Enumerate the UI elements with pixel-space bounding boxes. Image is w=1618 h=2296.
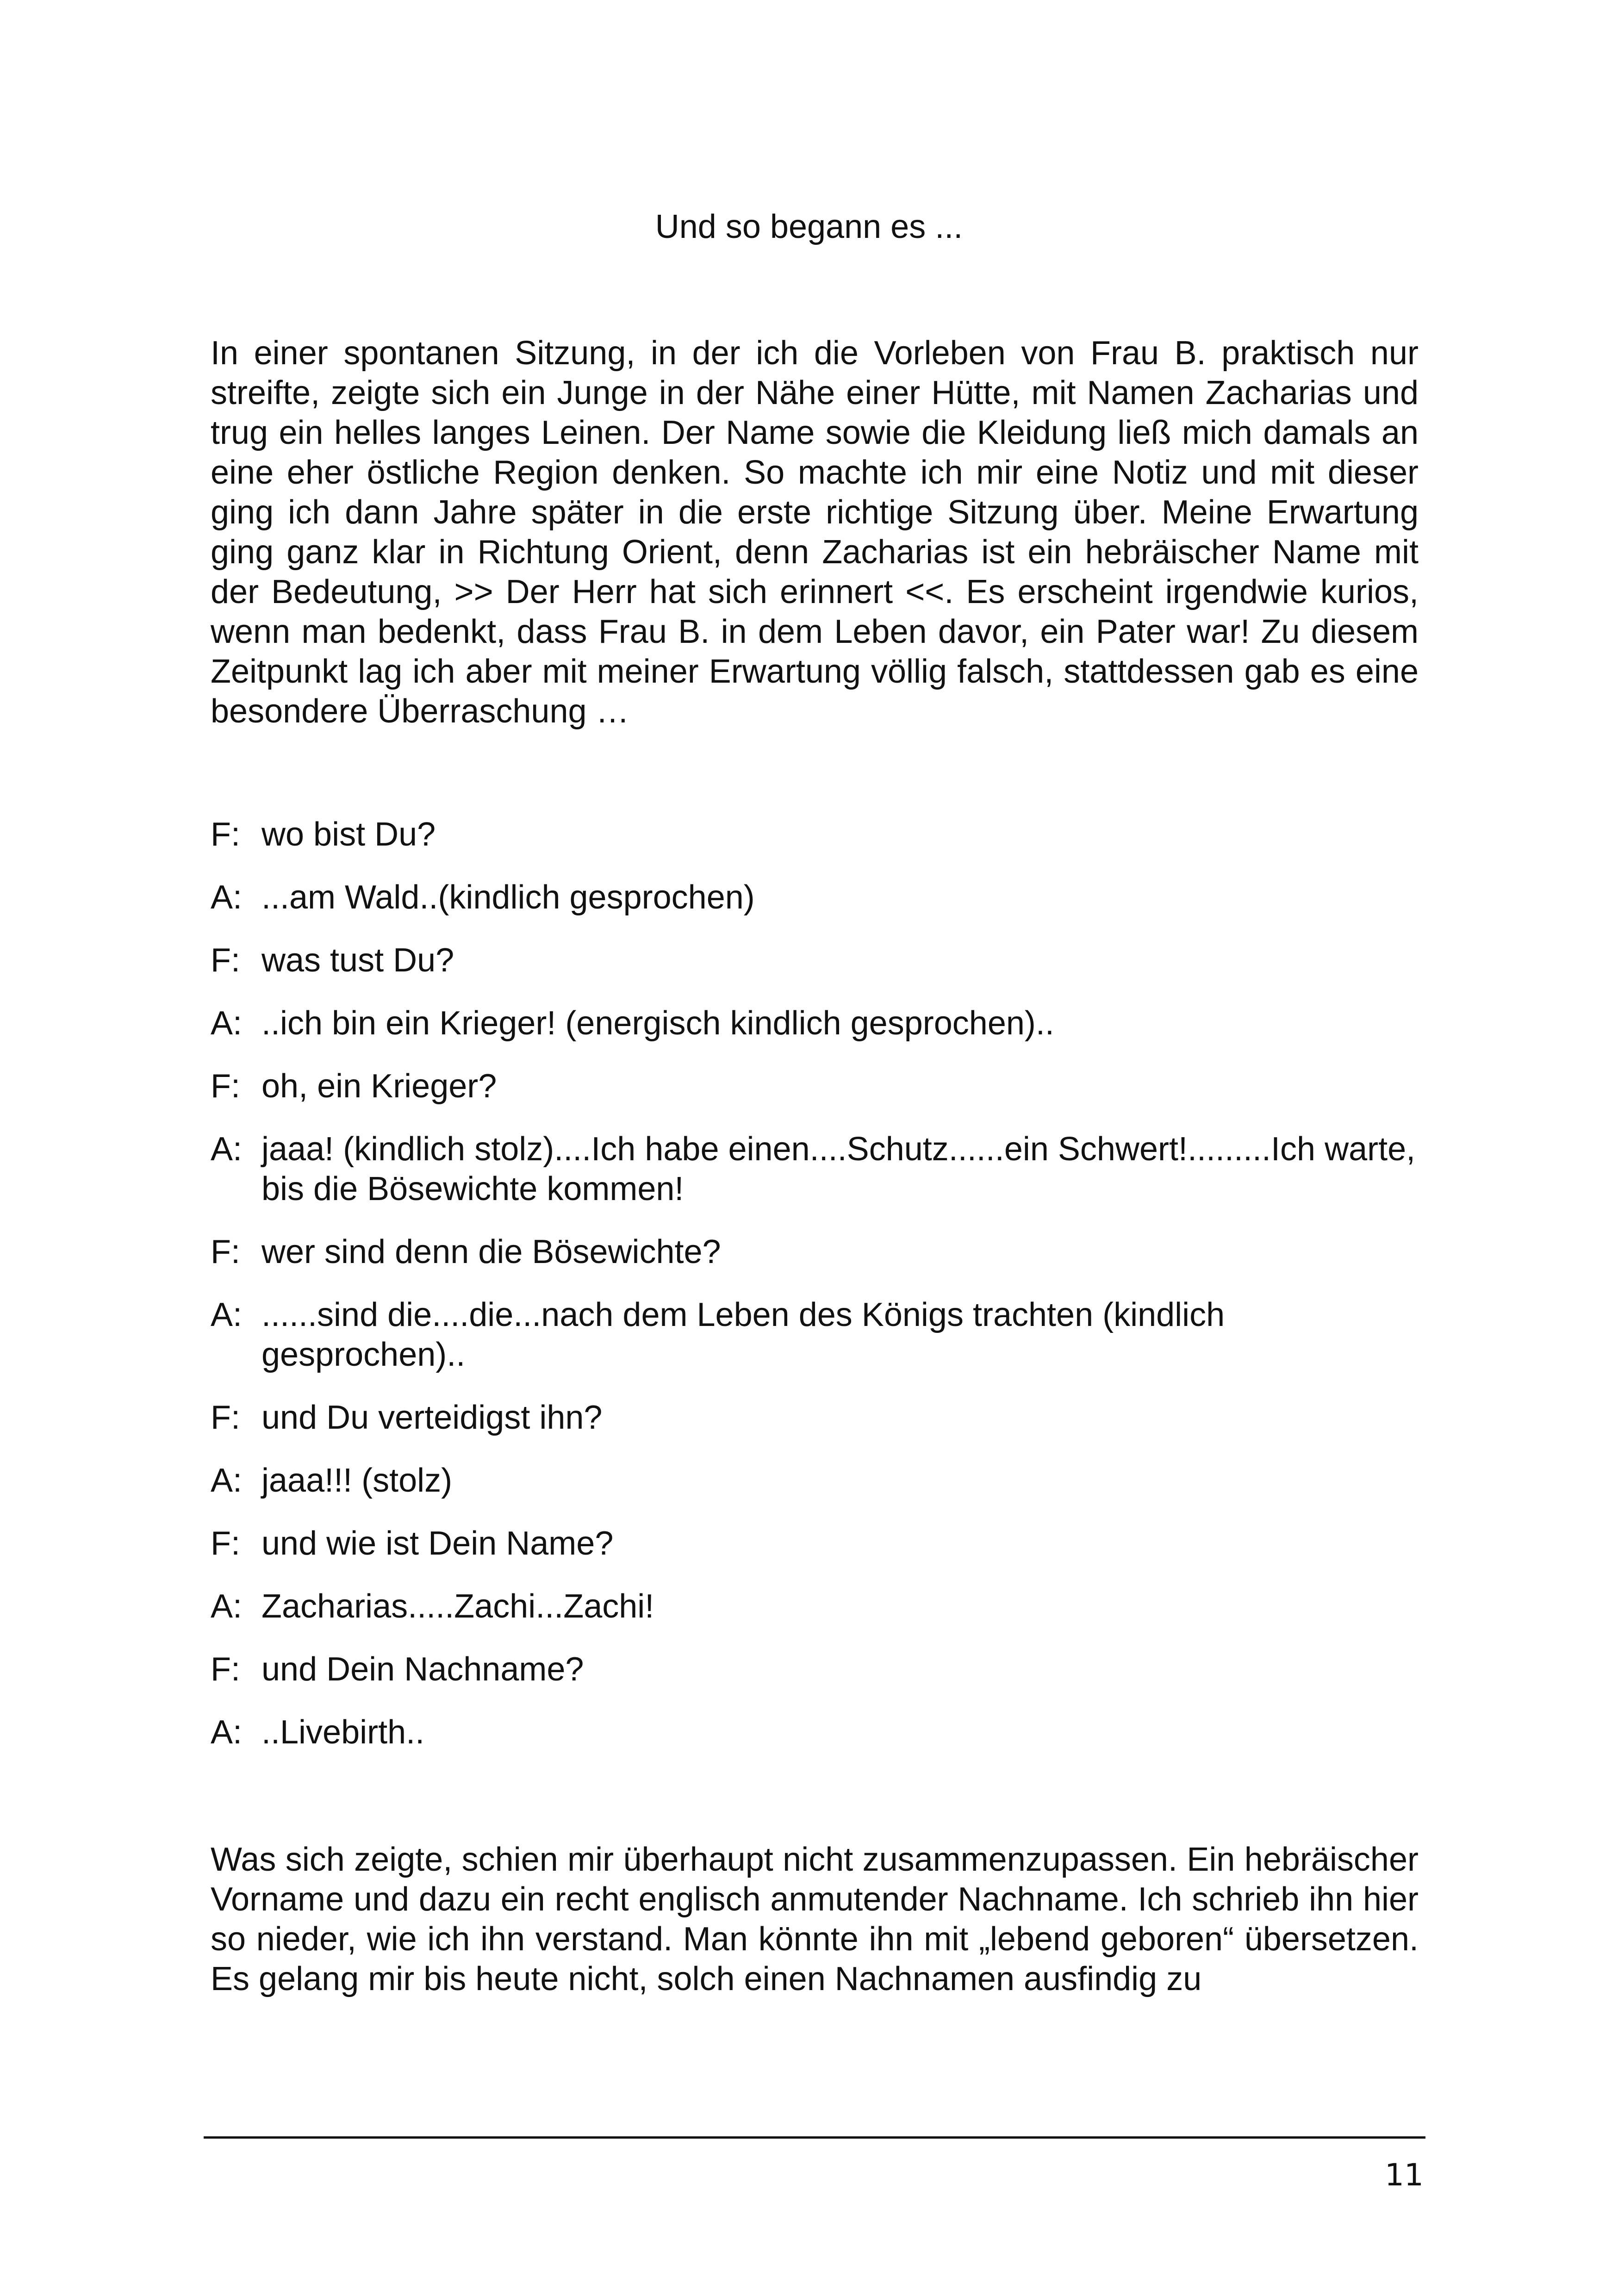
dialog-speaker: A: [211, 1005, 243, 1042]
dialog-speaker: F: [211, 1068, 240, 1105]
dialog-text: ..ich bin ein Krieger! (energisch kindlich gesprochen).. [261, 1005, 1054, 1042]
dialog-text: und wie ist Dein Name? [261, 1525, 614, 1562]
dialog-speaker: F: [211, 1399, 240, 1436]
dialog-line [211, 1295, 1419, 1375]
dialog-text: was tust Du? [261, 942, 454, 979]
dialog-text: ......sind die....die...nach dem Leben des Königs trachten (kindlich gesprochen).. [261, 1296, 1225, 1373]
dialog-speaker: F: [211, 1233, 240, 1270]
dialog-text: und Du verteidigst ihn? [261, 1399, 603, 1436]
dialog-text: und Dein Nachname? [261, 1651, 584, 1688]
dialog-speaker: A: [211, 1714, 243, 1751]
dialog-speaker: F: [211, 942, 240, 979]
dialog-line [211, 1398, 1419, 1437]
dialog-speaker: F: [211, 1525, 240, 1562]
dialog-line [211, 815, 1419, 854]
dialog-text: jaaa!!! (stolz) [261, 1462, 453, 1499]
dialog-line [211, 1232, 1419, 1272]
dialog-text: oh, ein Krieger? [261, 1068, 497, 1105]
dialog-text: wo bist Du? [261, 816, 436, 853]
footer-divider [204, 2136, 1425, 2139]
dialog-text: jaaa! (kindlich stolz)....Ich habe einen....Schutz......ein Schwert!.........Ich warte, bis die Bösewichte kommen! [261, 1131, 1416, 1207]
page-number: 11 [1385, 2157, 1424, 2193]
dialog-speaker: A: [211, 1131, 243, 1168]
intro-paragraph: In einer spontanen Sitzung, in der ich die Vorleben von Frau B. praktisch nur streifte, zeigte sich ein Junge in der Nähe einer Hütte, mit Namen Zacharias und trug ein helles langes Leinen. Der Name sowie die Kleidung ließ mich damals an eine eher östliche Region denken. So machte ich mir eine Notiz und mit dieser ging ich dann Jahre später in die erste richtige Sitzung über. Meine Erwartung ging ganz klar in Richtung Orient, denn Zacharias ist ein hebräischer Name mit der Bedeutung, >> Der Herr hat sich erinnert <<. Es erscheint irgendwie kurios, wenn man bedenkt, dass Frau B. in dem Leben davor, ein Pater war! Zu diesem Zeitpunkt lag ich aber mit meiner Erwartung völlig falsch, stattdessen gab es eine besondere Überraschung … [211, 335, 1419, 730]
dialog-line [211, 1712, 1419, 1752]
dialog-speaker: A: [211, 879, 243, 916]
dialog-text: Zacharias.....Zachi...Zachi! [261, 1588, 654, 1625]
dialog-line [211, 940, 1419, 980]
chapter-title: Und so begann es ... [655, 208, 963, 245]
dialog-speaker: F: [211, 1651, 240, 1688]
dialog-transcript [211, 815, 1419, 1775]
dialog-text: wer sind denn die Bösewichte? [261, 1233, 721, 1270]
dialog-text: ..Livebirth.. [261, 1714, 425, 1751]
dialog-speaker: A: [211, 1588, 243, 1625]
dialog-line [211, 1129, 1419, 1209]
dialog-line [211, 1587, 1419, 1626]
dialog-line [211, 1461, 1419, 1500]
dialog-line [211, 1649, 1419, 1689]
dialog-line [211, 1524, 1419, 1563]
dialog-line [211, 1066, 1419, 1106]
dialog-text: ...am Wald..(kindlich gesprochen) [261, 879, 755, 916]
dialog-speaker: A: [211, 1462, 243, 1499]
dialog-speaker: F: [211, 816, 240, 853]
dialog-line [211, 877, 1419, 917]
dialog-speaker: A: [211, 1296, 243, 1333]
closing-paragraph: Was sich zeigte, schien mir überhaupt nicht zusammenzupassen. Ein hebräischer Vorname und dazu ein recht englisch anmutender Nachname. Ich schrieb ihn hier so nieder, wie ich ihn verstand. Man könnte ihn mit „lebend geboren“ übersetzen. Es gelang mir bis heute nicht, solch einen Nachnamen ausfindig zu [211, 1841, 1419, 1997]
dialog-line [211, 1003, 1419, 1043]
